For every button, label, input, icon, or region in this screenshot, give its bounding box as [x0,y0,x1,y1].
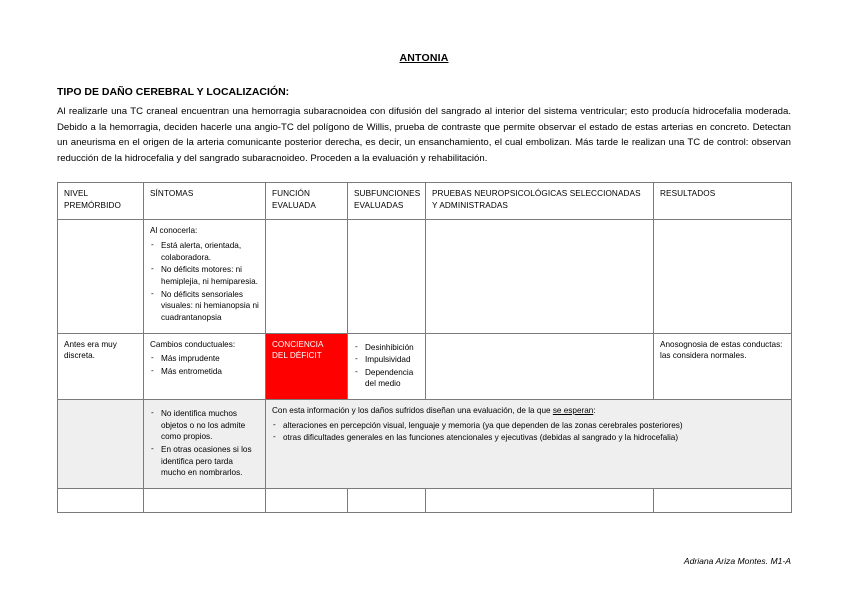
merged-intro [272,405,785,417]
cell-merged-evaluacion [266,400,792,489]
cell-empty-1 [58,488,144,512]
sintomas-intro-2: Cambios conductuales: [150,339,236,349]
cell-subfunciones-1 [348,220,426,333]
list-item: - En otras ocasiones si los identifica pero tarda mucho en nombrarlos. [150,444,259,479]
header-resultados: RESULTADOS [654,183,792,220]
page-title: ANTONIA [399,52,449,64]
cell-premorbido-3 [58,400,144,489]
list-item: - No identifica muchos objetos o no los admite como propios. [150,408,259,443]
list-item: - No déficits sensoriales visuales: ni hemianopsia ni cuadrantanopsia [150,289,259,324]
cell-sintomas-3 [144,400,266,489]
sintomas-list-1 [150,240,259,323]
header-funcion-evaluada: FUNCIÓN EVALUADA [266,183,348,220]
cell-sintomas-2 [144,333,266,400]
merged-intro-suffix: : [593,406,596,416]
section-heading: TIPO DE DAÑO CEREBRAL Y LOCALIZACIÓN: [57,86,290,98]
table-row [58,488,792,512]
merged-intro-prefix: Con esta información y los daños sufridos diseñan una evaluación, de la que [272,406,553,416]
list-item: - Más entrometida [150,366,259,378]
intro-paragraph: Al realizarle una TC craneal encuentran una hemorragia subaracnoidea con difusión del sangrado al interior del sistema ventricular; esto producía hidrocefalia moderada. Debido a la hemorragia, deciden hacerle una angio-TC del polígono de Willis, prueba de contraste que permite observar el estado de estas arterias en concreto. Detectan un aneurisma en el origen de la arteria comunicante posterior derecha, es decir, un ensanchamiento, el cual embolizan. Más tarde le realizan una TC de control: observan reducción de la hidrocefalia y del sangrado subaracnoideo. Proceden a la evaluación y rehabilitación. [57,106,791,164]
cell-resultados-2: Anosognosia de estas conductas: las considera normales. [654,333,792,400]
sintomas-list-3 [150,408,259,479]
list-item: - Dependencia del medio [354,367,419,390]
sintomas-intro-1: Al conocerla: [150,226,198,236]
footer-author: Adriana Ariza Montes. M1-A [683,556,791,566]
cell-funcion-2-highlight: CONCIENCIA DEL DÉFICIT [266,333,348,400]
header-sintomas: SÍNTOMAS [144,183,266,220]
cell-sintomas-1 [144,220,266,333]
cell-pruebas-2 [426,333,654,400]
table-row [58,333,792,400]
cell-empty-5 [426,488,654,512]
list-item: - alteraciones en percepción visual, lenguaje y memoria (ya que dependen de las zonas cerebrales posteriores) [272,420,785,432]
cell-resultados-1 [654,220,792,333]
list-item: - otras dificultades generales en las funciones atencionales y ejecutivas (debidas al sangrado y la hidrocefalia) [272,432,785,444]
list-item: - Desinhibición [354,342,419,354]
cell-premorbido-2: Antes era muy discreta. [58,333,144,400]
table-header-row [58,183,792,220]
cell-premorbido-1 [58,220,144,333]
cell-subfunciones-2 [348,333,426,400]
table-row [58,220,792,333]
cell-empty-2 [144,488,266,512]
merged-list [272,420,785,444]
table-row [58,400,792,489]
header-subfunciones-evaluadas: SUBFUNCIONES EVALUADAS [348,183,426,220]
merged-intro-underlined: se esperan [552,406,594,416]
header-pruebas-neuropsicologicas: PRUEBAS NEUROPSICOLÓGICAS SELECCIONADAS Y ADMINISTRADAS [426,183,654,220]
cell-pruebas-1 [426,220,654,333]
list-item: - No déficits motores: ni hemiplejia, ni hemiparesia. [150,264,259,287]
cell-empty-4 [348,488,426,512]
list-item: - Más imprudente [150,353,259,365]
header-nivel-premorbido: NIVEL PREMÓRBIDO [58,183,144,220]
subfunciones-list-2 [354,342,419,391]
sintomas-list-2 [150,353,259,377]
list-item: - Impulsividad [354,354,419,366]
cell-empty-3 [266,488,348,512]
cell-funcion-1 [266,220,348,333]
list-item: - Está alerta, orientada, colaboradora. [150,240,259,263]
cell-empty-6 [654,488,792,512]
clinical-table [57,182,792,513]
